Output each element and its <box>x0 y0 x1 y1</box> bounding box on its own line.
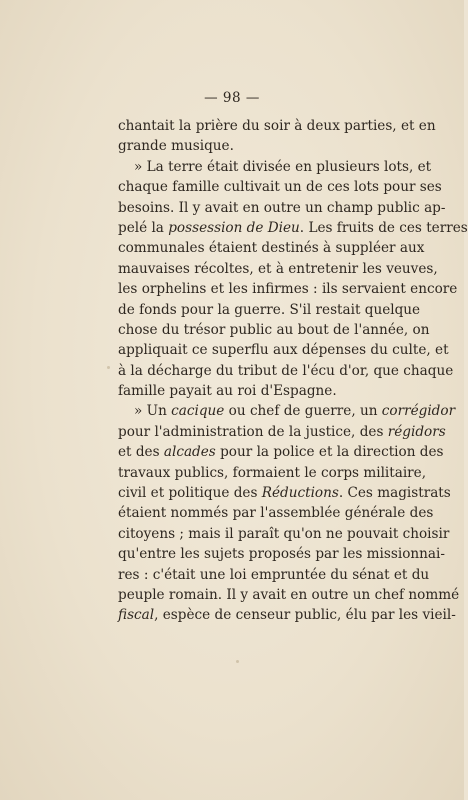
foxing-spot <box>107 366 110 369</box>
text-run: citoyens ; mais il paraît qu'on ne pouvait choisir <box>118 525 450 542</box>
text-line <box>118 463 427 483</box>
text-line <box>118 544 445 564</box>
text-run: pour la police et la direction des <box>215 444 444 461</box>
text-run: . Ces magistrats <box>338 485 451 502</box>
text-run: étaient nommés par l'assemblée générale des <box>118 505 434 522</box>
text-line <box>118 605 456 625</box>
text-line <box>118 503 434 523</box>
text-run: et des <box>118 444 164 461</box>
text-line <box>118 483 451 503</box>
text-run: » Un <box>134 403 172 420</box>
text-run: chaque famille cultivait un de ces lots pour ses <box>118 179 442 196</box>
italic-text: possession de Dieu <box>168 219 300 236</box>
italic-text: cacique <box>171 403 225 420</box>
text-line <box>118 565 430 585</box>
text-run: de fonds pour la guerre. S'il restait quelque <box>118 301 421 318</box>
italic-text: corrégidor <box>381 403 456 420</box>
text-line <box>118 585 460 605</box>
italic-text: Réductions <box>261 485 339 502</box>
text-run: mauvaises récoltes, et à entretenir les veuves, <box>118 260 438 277</box>
text-run: chantait la prière du soir à deux parties, et en <box>118 118 436 134</box>
text-run: communales étaient destinés à suppléer aux <box>118 240 425 257</box>
text-run: grande musique. <box>118 138 234 155</box>
text-run: , espèce de censeur public, élu par les vieil- <box>154 607 456 624</box>
text-line <box>118 300 421 320</box>
text-line <box>118 198 446 218</box>
text-line <box>118 136 386 156</box>
text-line <box>118 259 438 279</box>
text-run: les orphelins et les infirmes : ils servaient encore <box>118 281 458 298</box>
text-run: famille payait au roi d'Espagne. <box>118 383 337 400</box>
text-line <box>118 320 430 340</box>
body-text <box>118 116 468 626</box>
text-run: . Les fruits de ces terres <box>299 219 468 236</box>
text-run: » La terre était divisée en plusieurs lots, et <box>134 158 432 175</box>
text-run: à la décharge du tribut de l'écu d'or, que chaque <box>118 362 454 379</box>
italic-text: régidors <box>387 423 446 440</box>
text-run: pelé la <box>118 219 169 236</box>
text-line <box>118 177 442 197</box>
text-run: travaux publics, formaient le corps militaire, <box>118 464 427 481</box>
italic-text: fiscal <box>118 607 155 624</box>
text-run: peuple romain. Il y avait en outre un chef nommé <box>118 586 460 603</box>
text-line <box>118 116 436 136</box>
text-run: res : c'était une loi empruntée du sénat et du <box>118 566 430 583</box>
text-line <box>118 422 446 442</box>
text-line <box>118 238 425 258</box>
italic-text: alcades <box>163 444 216 461</box>
text-run: chose du trésor public au bout de l'année, on <box>118 321 430 338</box>
text-run: appliquait ce superflu aux dépenses du culte, et <box>118 342 449 359</box>
text-line <box>118 361 454 381</box>
text-run: besoins. Il y avait en outre un champ public ap- <box>118 199 446 216</box>
page-number: — 98 — <box>204 90 260 106</box>
text-line <box>118 524 450 544</box>
foxing-spot <box>236 660 239 663</box>
text-run: ou chef de guerre, un <box>224 403 382 420</box>
text-line <box>118 340 449 360</box>
text-run: pour l'administration de la justice, des <box>118 423 388 440</box>
text-line <box>118 442 444 462</box>
text-line <box>118 401 456 421</box>
text-run: civil et politique des <box>118 485 262 502</box>
text-run: qu'entre les sujets proposés par les missionnai- <box>118 546 445 563</box>
text-line <box>118 381 386 401</box>
text-line <box>118 218 468 238</box>
text-line <box>118 279 458 299</box>
text-line <box>118 157 432 177</box>
